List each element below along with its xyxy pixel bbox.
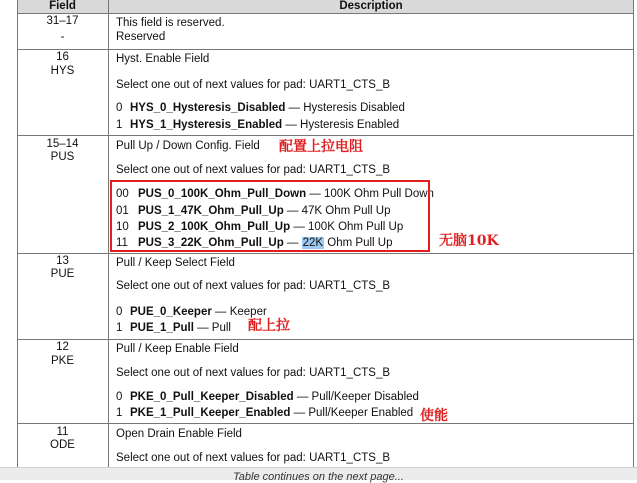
field-name: HYS [50, 65, 75, 77]
enum-desc: — [283, 237, 302, 249]
description-title: Pull / Keep Enable Field [116, 343, 239, 355]
field-name: PKE [50, 355, 74, 367]
enum-value-row [116, 306, 267, 319]
enum-value-row [116, 119, 399, 132]
field-name: PUS [50, 151, 75, 163]
field-bits: 11 [56, 426, 69, 438]
description-title: Pull Up / Down Config. Field [116, 140, 260, 152]
row-divider [17, 339, 633, 340]
enum-code: 1 [116, 407, 123, 419]
page-footer: Table continues on the next page... [233, 471, 404, 483]
enum-desc: Ohm Pull Up [324, 237, 393, 249]
description-text: Select one out of next values for pad: UART1_CTS_B [116, 79, 391, 91]
enum-desc: — 100K Ohm Pull Up [290, 221, 404, 233]
annotation-note: 配上拉 [248, 318, 290, 334]
field-bits: 16 [56, 51, 69, 63]
text-selection-highlight[interactable]: 22K [302, 237, 324, 249]
enum-desc: — Hysteresis Disabled [285, 102, 405, 114]
annotation-note: 无脑10K [439, 233, 499, 249]
description-title: Open Drain Enable Field [116, 428, 242, 440]
header-description: Description [109, 0, 633, 13]
enum-desc: — Pull/Keeper Disabled [293, 391, 419, 403]
annotation-note: 使能 [420, 408, 448, 424]
enum-code: 0 [116, 306, 123, 318]
enum-name: HYS_1_Hysteresis_Enabled [130, 119, 283, 131]
description-text: Select one out of next values for pad: UART1_CTS_B [116, 164, 391, 176]
row-divider [17, 13, 633, 14]
row-divider [17, 423, 633, 424]
row-divider [17, 49, 633, 50]
enum-desc: — 47K Ohm Pull Up [283, 205, 391, 217]
enum-code: 01 [116, 205, 129, 217]
column-divider [108, 0, 109, 468]
description-text: Reserved [116, 31, 166, 43]
enum-name: PKE_1_Pull_Keeper_Enabled [130, 407, 291, 419]
field-name: ODE [50, 439, 75, 451]
field-bits: 15–14 [46, 138, 79, 150]
header-field: Field [17, 0, 108, 13]
enum-code: 10 [116, 221, 129, 233]
row-divider [17, 135, 633, 136]
enum-desc: — Pull/Keeper Enabled [290, 407, 414, 419]
enum-name: PUS_3_22K_Ohm_Pull_Up [138, 237, 284, 249]
description-text: Select one out of next values for pad: UART1_CTS_B [116, 367, 391, 379]
enum-value-row [116, 322, 231, 335]
enum-desc: — Keeper [211, 306, 267, 318]
description-text: Select one out of next values for pad: UART1_CTS_B [116, 280, 391, 292]
enum-name: PUS_0_100K_Ohm_Pull_Down [138, 188, 307, 200]
description-text: This field is reserved. [116, 17, 225, 29]
enum-code: 0 [116, 391, 123, 403]
enum-code: 1 [116, 119, 123, 131]
enum-desc: — Hysteresis Enabled [282, 119, 400, 131]
enum-name: PUS_1_47K_Ohm_Pull_Up [138, 205, 284, 217]
annotation-box [110, 180, 430, 252]
enum-name: PUE_0_Keeper [130, 306, 212, 318]
field-name: - [60, 31, 65, 43]
annotation-note: 配置上拉电阻 [279, 139, 363, 155]
enum-name: PKE_0_Pull_Keeper_Disabled [130, 391, 294, 403]
enum-value-row [116, 407, 413, 420]
field-bits: 13 [56, 255, 69, 267]
enum-code: 0 [116, 102, 123, 114]
description-title: Hyst. Enable Field [116, 53, 210, 65]
field-name: PUE [50, 268, 75, 280]
enum-name: HYS_0_Hysteresis_Disabled [130, 102, 286, 114]
field-bits: 31–17 [46, 15, 79, 27]
enum-desc: — 100K Ohm Pull Down [306, 188, 434, 200]
table-border-right [633, 0, 634, 468]
enum-desc: — Pull [193, 322, 231, 334]
enum-value-row [116, 391, 419, 404]
enum-code: 11 [116, 237, 128, 249]
row-divider [17, 253, 633, 254]
field-bits: 12 [56, 341, 69, 353]
enum-code: 00 [116, 188, 129, 200]
enum-name: PUE_1_Pull [130, 322, 194, 334]
description-title: Pull / Keep Select Field [116, 257, 235, 269]
description-text: Select one out of next values for pad: UART1_CTS_B [116, 452, 391, 464]
enum-value-row [116, 102, 405, 115]
enum-name: PUS_2_100K_Ohm_Pull_Up [138, 221, 291, 233]
enum-code: 1 [116, 322, 123, 334]
